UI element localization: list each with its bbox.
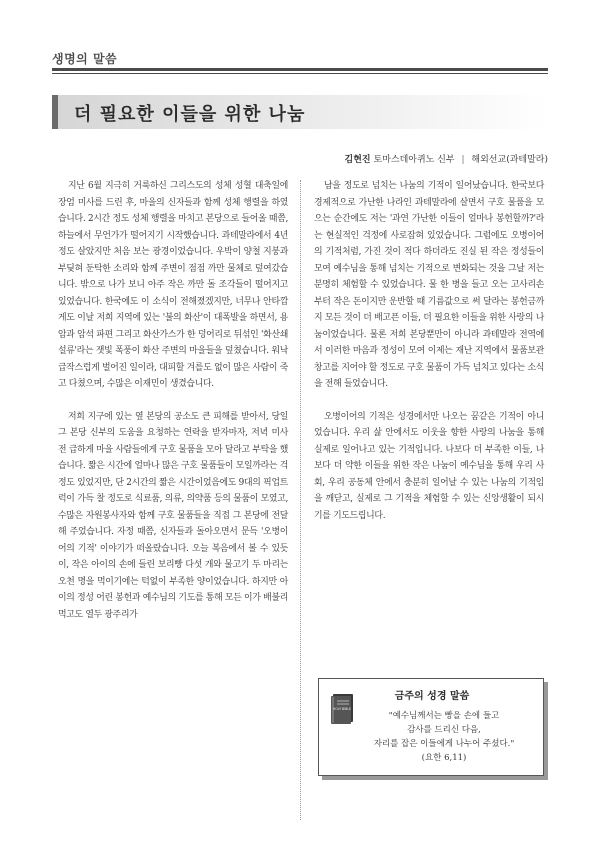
- author-name: 김현진: [344, 155, 371, 165]
- section-rule: [52, 68, 548, 71]
- verse-line: 감사를 드리신 다음,: [407, 725, 481, 735]
- byline: [345, 152, 548, 165]
- title-banner: [52, 95, 548, 129]
- weekly-verse-box: [318, 678, 544, 776]
- verse-heading: 금주의 성경 말씀: [394, 691, 470, 702]
- body-column-left: [58, 178, 288, 639]
- section-label: 생명의 말씀: [52, 52, 118, 66]
- body-paragraph: 오병이어의 기적은 성경에서만 나오는 꿈같은 기적이 아니었습니다. 우리 삶 안에서도 이웃을 향한 사랑의 나눔을 통해 실제로 일어나고 있는 기적입니다. 나보다 더 부족한 이들, 나보다 더 약한 이들을 위한 작은 나눔이 예수님을 통해 우리 사회, 우리 공동체 안에서 충분히 일어날 수 있는 나눔의 기적임을 깨닫고, 실제로 그 기적을 체험할 수 있는 신앙생활이 되시기를 기도드립니다.: [314, 411, 544, 521]
- article-title: 더 필요한 이들을 위한 나눔: [74, 104, 306, 125]
- body-paragraph: 지난 6월 지극히 거룩하신 그리스도의 성체 성혈 대축일에 장엄 미사를 드린 후, 마을의 신자들과 함께 성체 행렬을 하였습니다. 2시간 정도 성체 행렬을 마치고 본당으로 들어올 때쯤, 하늘에서 무언가가 떨어지기 시작했습니다. 과테말라에서 4년 정도 살았지만 처음 보는 광경이었습니다. 우박이 양철 지붕과 부딪혀 둔탁한 소리와 함께 주변이 점점 까만 물체로 덮여갔습니다. 밖으로 나가 보니 아주 작은 까만 돌 조각들이 떨어지고 있었습니다. 한국에도 이 소식이 전해졌겠지만, 너무나 안타깝게도 이날 저희 지역에 있는 '불의 화산'이 대폭발을 하면서, 용암과 암석 파편 그리고 화산가스가 한 덩어리로 뒤섞인 '화산쇄설류'라는 잿빛 폭풍이 화산 주변의 마을들을 덮쳤습니다. 워낙 급작스럽게 벌어진 일이라, 대피할 겨를도 없이 많은 사람이 죽고 다쳤으며, 수많은 이재민이 생겼습니다.: [58, 181, 288, 389]
- verse-line: 자리를 잡은 이들에게 나누어 주셨다.": [373, 739, 515, 749]
- section-header: [52, 50, 548, 74]
- body-column-right: [314, 178, 544, 540]
- body-paragraph: 남을 정도로 넘치는 나눔의 기적이 일어났습니다. 한국보다 경제적으로 가난한 나라인 과테말라에 살면서 구호 물품을 모으는 순간에도 저는 '과연 가난한 이들이 얼마나 봉헌할까?'라는 현실적인 걱정에 사로잡혀 있었습니다. 그럼에도 오병이어의 기적처럼, 가진 것이 적다 하더라도 진실 된 작은 정성들이 모여 예수님을 통해 넘치는 기적으로 변화되는 것을 그날 저는 분명히 체험할 수 있었습니다. 물 한 병을 들고 오는 고사리손부터 작은 돈이지만 운반할 때 기름값으로 써 달라는 봉헌금까지 모든 것이 더 배고픈 이들, 더 필요한 이들을 위한 사랑의 나눔이었습니다. 물론 저희 본당뿐만이 아니라 과테말라 전역에서 이러한 마음과 정성이 모여 이제는 재난 지역에서 물품보관 창고를 지어야 할 정도로 구호 물품이 가득 넘치고 있다는 소식을 전해 들었습니다.: [314, 181, 544, 389]
- column-divider: [300, 180, 301, 820]
- section-rule-thin: [52, 73, 548, 74]
- verse-text: [349, 709, 539, 765]
- verse-reference: (요한 6,11): [421, 753, 467, 763]
- byline-separator: |: [461, 155, 465, 165]
- verse-line: "예수님께서는 빵을 손에 들고: [388, 711, 500, 721]
- bible-icon-label: HOLY BIBLE: [332, 707, 352, 711]
- body-paragraph: 저희 지구에 있는 옆 본당의 공소도 큰 피해를 받아서, 당일 그 본당 신부의 도움을 요청하는 연락을 받자마자, 저녁 미사 전 급하게 마을 사람들에게 구호 물품을 모아 달라고 부탁을 했습니다. 짧은 시간에 얼마나 많은 구호 물품들이 모일까라는 걱정도 있었지만, 단 2시간의 짧은 시간이었음에도 9대의 픽업트럭이 가득 찰 정도로 식료품, 의류, 의약품 등의 물품이 모였고, 수많은 자원봉사자와 함께 구호 물품들을 직접 그 본당에 전달해 주었습니다. 자정 때쯤, 신자들과 돌아오면서 문득 '오병이어의 기적' 이야기가 떠올랐습니다. 오늘 복음에서 볼 수 있듯이, 작은 아이의 손에 들린 보리빵 다섯 개와 물고기 두 마리는 오천 명을 먹이기에는 턱없이 부족한 양이었습니다. 하지만 아이의 정성 어린 봉헌과 예수님의 기도를 통해 모든 이가 배불리 먹고도 열두 광주리가: [58, 411, 288, 620]
- author-role: 토마스데아퀴노 신부: [373, 155, 455, 165]
- author-affiliation: 해외선교(과테말라): [471, 155, 548, 165]
